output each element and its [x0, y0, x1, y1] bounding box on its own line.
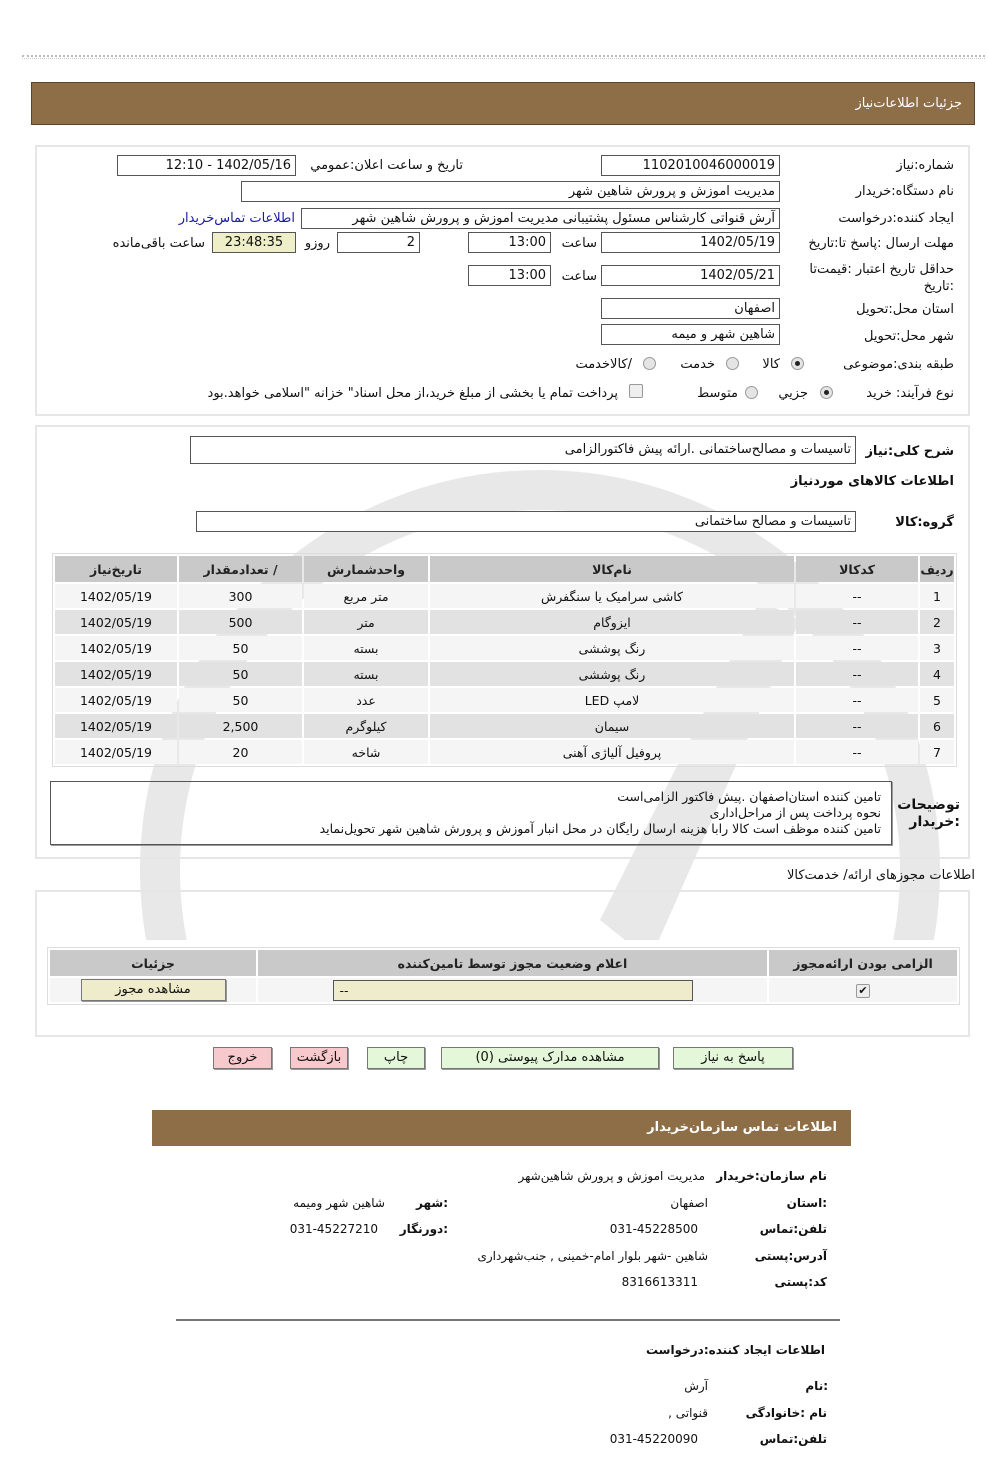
- radio-goods-service[interactable]: [643, 357, 656, 370]
- fax-value: 031-45227210: [289, 1222, 378, 1236]
- province-label: استان محل:تحویل: [856, 302, 954, 317]
- family-label: نام :خانوادگی: [745, 1406, 827, 1420]
- deadline-time-field[interactable]: 13:00: [468, 232, 551, 253]
- col-name: نام‌کالا: [430, 556, 794, 582]
- group-field[interactable]: تاسیسات و مصالح ساختمانی: [196, 511, 856, 532]
- item-date: 1402/05/19: [55, 584, 177, 608]
- creator-phone-value: 031-45220090: [609, 1432, 698, 1446]
- buyer-field[interactable]: مدیریت اموزش و پرورش شاهین شهر: [241, 181, 780, 202]
- row-number: 1: [920, 584, 954, 608]
- city-field[interactable]: شاهین شهر و میمه: [601, 324, 780, 345]
- address-label: آدرس:پستی: [754, 1249, 827, 1263]
- item-date: 1402/05/19: [55, 610, 177, 634]
- validity-date-field[interactable]: 1402/05/21: [601, 265, 780, 286]
- item-date: 1402/05/19: [55, 714, 177, 738]
- radio-medium[interactable]: [745, 386, 758, 399]
- announce-label: تاریخ و ساعت اعلان:عمومي: [310, 158, 463, 173]
- buyer-label: نام دستگاه:خریدار: [855, 184, 954, 199]
- creator-heading: اطلاعات ایجاد کننده:درخواست: [645, 1343, 825, 1357]
- item-code: --: [796, 714, 918, 738]
- attachments-button[interactable]: مشاهده مدارک پیوستی (0): [441, 1047, 659, 1069]
- item-quantity: 50: [179, 688, 302, 712]
- address-value: شاهین -شهر بلوار امام-خمینی , جنب‌شهرداری: [477, 1249, 708, 1263]
- family-value: قنواتی ,: [668, 1406, 708, 1420]
- item-quantity: 20: [179, 740, 302, 764]
- item-unit: عدد: [304, 688, 428, 712]
- deadline-date-field[interactable]: 1402/05/19: [601, 232, 780, 253]
- deadline-label: مهلت ارسال :پاسخ تا:تاریخ: [808, 236, 954, 251]
- deadline-time-label: ساعت: [561, 236, 597, 251]
- col-code: کدکالا: [796, 556, 918, 582]
- remaining-time-field: 23:48:35: [212, 232, 296, 253]
- item-unit: کیلوگرم: [304, 714, 428, 738]
- table-row: [55, 714, 954, 738]
- radio-minor[interactable]: [820, 386, 833, 399]
- item-date: 1402/05/19: [55, 740, 177, 764]
- note-line: نحوه پرداخت پس از مراحل‌اداری: [709, 805, 881, 820]
- validity-time-label: ساعت: [561, 269, 597, 284]
- contact-city-value: شاهین شهر ومیمه: [293, 1196, 385, 1210]
- row-number: 5: [920, 688, 954, 712]
- item-unit: متر مربع: [304, 584, 428, 608]
- goods-table-wrap: [52, 553, 957, 767]
- col-unit: واحدشمارش: [304, 556, 428, 582]
- item-code: --: [796, 740, 918, 764]
- top-divider: [22, 55, 985, 59]
- category-label: طبقه بندی:موضوعی: [843, 357, 954, 372]
- contact-phone-label: تلفن:تماس: [759, 1222, 827, 1236]
- permits-table: [48, 948, 959, 1004]
- fax-label: :دورنگار: [399, 1222, 448, 1236]
- exit-button[interactable]: خروج: [213, 1047, 272, 1069]
- col-permit-required: الزامی بودن ارائه‌مجوز: [769, 950, 957, 976]
- postal-label: کد:پستی: [774, 1275, 827, 1289]
- item-unit: بسته: [304, 662, 428, 686]
- contact-province-value: اصفهان: [670, 1196, 708, 1210]
- header-title: جزئیات اطلاعات‌نیاز: [855, 96, 962, 111]
- group-label: گروه:کالا: [895, 515, 954, 530]
- item-code: --: [796, 636, 918, 660]
- item-name: رنگ پوششی: [430, 662, 794, 686]
- item-quantity: 50: [179, 636, 302, 660]
- radio-goods-label: کالا: [762, 357, 780, 372]
- back-button[interactable]: بازگشت: [290, 1047, 348, 1069]
- creator-phone-label: تلفن:تماس: [759, 1432, 827, 1446]
- permit-status-field[interactable]: --: [333, 980, 693, 1001]
- row-number: 3: [920, 636, 954, 660]
- table-row: [55, 740, 954, 764]
- row-number: 2: [920, 610, 954, 634]
- org-label: نام سازمان:خریدار: [716, 1169, 827, 1183]
- name-value: آرش: [684, 1379, 708, 1393]
- announce-field[interactable]: 1402/05/16 - 12:10: [117, 155, 296, 176]
- radio-goods[interactable]: [791, 357, 804, 370]
- remaining-label: ساعت باقی‌مانده: [112, 236, 205, 251]
- note-line: تامین کننده موظف است کالا رابا هزینه ارسال رایگان در محل انبار آموزش و پرورش شاهین شهر تحویل‌نماید: [319, 821, 881, 836]
- creator-field[interactable]: آرش قنواتی کارشناس مسئول پشتیبانی مدیریت اموزش و پرورش شاهین شهر: [301, 208, 780, 229]
- print-button[interactable]: چاپ: [367, 1047, 425, 1069]
- item-quantity: 500: [179, 610, 302, 634]
- row-number: 4: [920, 662, 954, 686]
- goods-heading: اطلاعات کالاهای موردنیاز: [790, 474, 954, 489]
- need-number-field[interactable]: 1102010046000019: [601, 155, 780, 176]
- item-name: لامپ LED: [430, 688, 794, 712]
- org-value: مدیریت اموزش و پرورش شاهین‌شهر: [518, 1169, 705, 1183]
- item-date: 1402/05/19: [55, 688, 177, 712]
- days-label: روزو: [304, 236, 330, 251]
- days-field[interactable]: 2: [337, 232, 420, 253]
- province-field[interactable]: اصفهان: [601, 298, 780, 319]
- contact-city-label: :شهر: [416, 1196, 448, 1210]
- process-label: نوع فرآیند: خرید: [866, 386, 954, 401]
- item-unit: شاخه: [304, 740, 428, 764]
- note-line: تامین کننده استان‌اصفهان .پیش فاکتور الزامی‌است: [617, 789, 881, 804]
- table-row: [55, 662, 954, 686]
- radio-medium-label: متوسط: [697, 386, 738, 401]
- row-number: 6: [920, 714, 954, 738]
- need-number-label: شماره:نیاز: [896, 158, 954, 173]
- item-code: --: [796, 584, 918, 608]
- radio-goods-service-label: /کالاخدمت: [575, 357, 632, 372]
- contact-divider: [176, 1319, 840, 1321]
- validity-time-field[interactable]: 13:00: [468, 265, 551, 286]
- col-permit-details: جزئیات: [50, 950, 256, 976]
- summary-field[interactable]: تاسیسات و مصالح‌ساختمانی .ارائه پیش فاکتورالزامی: [190, 436, 856, 464]
- buyer-contact-link[interactable]: اطلاعات تماس‌خریدار: [178, 211, 295, 226]
- table-row: [55, 636, 954, 660]
- col-row: ردیف: [920, 556, 954, 582]
- table-row: [55, 584, 954, 608]
- page-header: [31, 82, 975, 125]
- item-name: ایزوگام: [430, 610, 794, 634]
- item-unit: بسته: [304, 636, 428, 660]
- creator-label: ایجاد کننده:درخواست: [838, 211, 954, 226]
- permits-table-wrap: [47, 947, 960, 1005]
- reply-button[interactable]: پاسخ به نیاز: [673, 1047, 793, 1069]
- item-name: پروفیل آلیاژی آهنی: [430, 740, 794, 764]
- item-quantity: 2,500: [179, 714, 302, 738]
- treasury-checkbox[interactable]: [629, 384, 643, 398]
- item-name: سیمان: [430, 714, 794, 738]
- permits-heading: اطلاعات مجوزهای ارائه/ خدمت‌کالا: [786, 868, 975, 883]
- contact-header: [152, 1110, 851, 1146]
- col-quantity: / تعدادمقدار: [179, 556, 302, 582]
- radio-service[interactable]: [726, 357, 739, 370]
- item-quantity: 300: [179, 584, 302, 608]
- item-code: --: [796, 688, 918, 712]
- item-name: رنگ پوششی: [430, 636, 794, 660]
- name-label: :نام: [805, 1379, 828, 1393]
- item-code: --: [796, 610, 918, 634]
- treasury-note: پرداخت تمام یا بخشی از مبلغ خرید،از محل اسناد" خزانه "اسلامی خواهد.بود: [207, 386, 618, 401]
- col-date: تاریخ‌نیاز: [55, 556, 177, 582]
- summary-label: شرح کلی:نیاز: [865, 444, 954, 459]
- permit-required-checkbox[interactable]: ✔: [856, 984, 870, 998]
- table-row: [55, 688, 954, 712]
- item-quantity: 50: [179, 662, 302, 686]
- item-unit: متر: [304, 610, 428, 634]
- item-date: 1402/05/19: [55, 662, 177, 686]
- item-date: 1402/05/19: [55, 636, 177, 660]
- city-label: شهر محل:تحویل: [864, 329, 954, 344]
- notes-label: توضیحات :خریدار: [897, 797, 960, 830]
- row-number: 7: [920, 740, 954, 764]
- goods-table: [53, 554, 956, 766]
- contact-province-label: :استان: [786, 1196, 827, 1210]
- notes-box: [50, 781, 892, 845]
- contact-title: اطلاعات تماس سازمان‌خریدار: [647, 1120, 837, 1135]
- radio-minor-label: جزيي: [778, 386, 808, 401]
- radio-service-label: خدمت: [680, 357, 715, 372]
- table-row: [55, 610, 954, 634]
- postal-value: 8316613311: [621, 1275, 698, 1289]
- col-permit-status: اعلام وضعیت مجوز توسط تامین‌کننده: [258, 950, 767, 976]
- contact-phone-value: 031-45228500: [609, 1222, 698, 1236]
- item-code: --: [796, 662, 918, 686]
- item-name: کاشی سرامیک یا سنگفرش: [430, 584, 794, 608]
- view-permit-button[interactable]: مشاهده مجوز: [81, 979, 226, 1001]
- validity-label: حداقل تاریخ اعتبار :قیمت‌تا :تاریخ: [809, 262, 954, 294]
